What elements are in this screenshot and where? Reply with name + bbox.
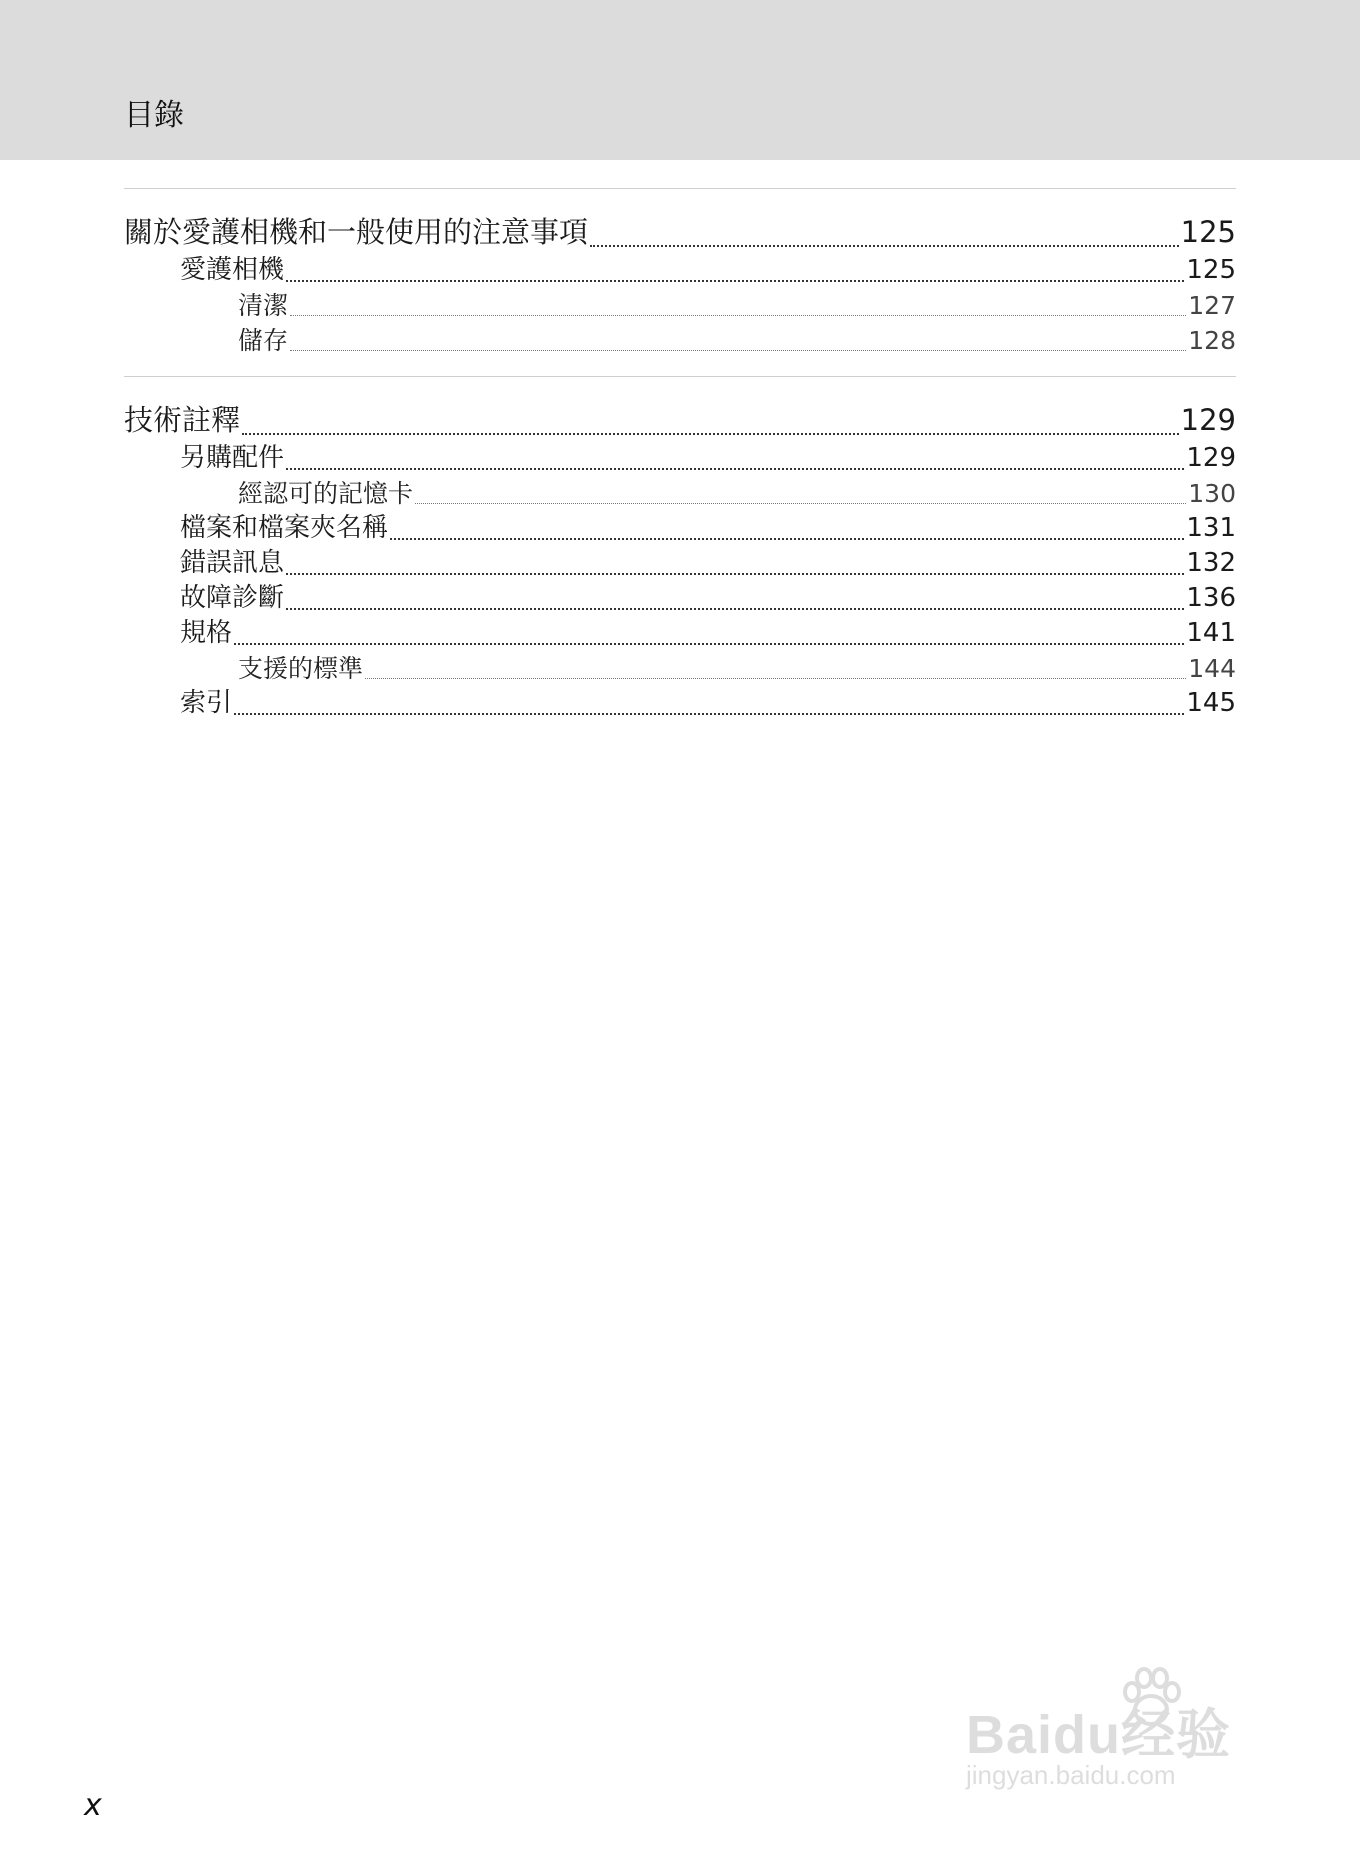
toc-entry-label: 清潔 bbox=[238, 291, 289, 320]
toc-entry[interactable] bbox=[124, 476, 1236, 511]
toc-entry-page: 125 bbox=[1186, 255, 1236, 285]
dot-leader bbox=[415, 503, 1186, 504]
toc-entry-page: 129 bbox=[1186, 443, 1236, 473]
toc-entry[interactable] bbox=[124, 581, 1236, 616]
toc-entry-page: 128 bbox=[1188, 326, 1236, 355]
dot-leader bbox=[290, 315, 1186, 316]
watermark-url: jingyan.baidu.com bbox=[966, 1760, 1176, 1790]
toc-entry-label: 索引 bbox=[180, 688, 233, 718]
toc-entry-label: 檔案和檔案夾名稱 bbox=[180, 513, 389, 543]
toc-entry[interactable] bbox=[124, 288, 1236, 323]
dot-leader bbox=[286, 468, 1184, 470]
dot-leader bbox=[242, 433, 1179, 435]
toc-entry-label: 支援的標準 bbox=[238, 654, 364, 683]
toc-entry[interactable] bbox=[124, 651, 1236, 686]
toc-entry-page: 136 bbox=[1186, 583, 1236, 613]
baidu-watermark bbox=[966, 1664, 1286, 1794]
dot-leader bbox=[234, 713, 1184, 715]
toc-entry[interactable] bbox=[124, 207, 1236, 253]
toc-entry[interactable] bbox=[124, 395, 1236, 441]
dot-leader bbox=[286, 608, 1184, 610]
toc-entry-label: 經認可的記憶卡 bbox=[238, 479, 414, 508]
toc-entry-label: 錯誤訊息 bbox=[180, 548, 285, 578]
header-band bbox=[0, 0, 1360, 160]
toc-entry[interactable] bbox=[124, 546, 1236, 581]
toc-entry-label: 關於愛護相機和一般使用的注意事項 bbox=[124, 215, 589, 249]
toc-entry-page: 125 bbox=[1180, 215, 1236, 249]
toc-entry[interactable] bbox=[124, 511, 1236, 546]
dot-leader bbox=[590, 245, 1179, 247]
toc-entry-label: 愛護相機 bbox=[180, 255, 285, 285]
toc-entry-page: 131 bbox=[1186, 513, 1236, 543]
toc-entry[interactable] bbox=[124, 441, 1236, 476]
toc-entry[interactable] bbox=[124, 686, 1236, 721]
toc-entry-page: 144 bbox=[1188, 654, 1236, 683]
dot-leader bbox=[290, 350, 1186, 351]
toc-entry-label: 規格 bbox=[180, 618, 233, 648]
toc-entry-page: 141 bbox=[1186, 618, 1236, 648]
toc-entry-label: 故障診斷 bbox=[180, 583, 285, 613]
dot-leader bbox=[365, 678, 1186, 679]
toc-section-technical bbox=[124, 376, 1236, 721]
toc-entry-page: 145 bbox=[1186, 688, 1236, 718]
page-number: x bbox=[84, 1788, 102, 1823]
toc-entry[interactable] bbox=[124, 323, 1236, 358]
toc-entry-label: 另購配件 bbox=[180, 443, 285, 473]
dot-leader bbox=[286, 573, 1184, 575]
toc-entry[interactable] bbox=[124, 253, 1236, 288]
toc-entry-label: 儲存 bbox=[238, 326, 289, 355]
toc-entry-page: 130 bbox=[1188, 479, 1236, 508]
dot-leader bbox=[390, 538, 1184, 540]
toc-entry-label: 技術註釋 bbox=[124, 403, 241, 437]
toc-entry-page: 132 bbox=[1186, 548, 1236, 578]
toc-entry-page: 129 bbox=[1180, 403, 1236, 437]
toc-section-care bbox=[124, 188, 1236, 358]
toc-entry-page: 127 bbox=[1188, 291, 1236, 320]
toc-entry[interactable] bbox=[124, 616, 1236, 651]
dot-leader bbox=[234, 643, 1184, 645]
page-title: 目錄 bbox=[124, 98, 184, 133]
dot-leader bbox=[286, 280, 1184, 282]
watermark-brand: Baidu经验 bbox=[966, 1705, 1232, 1765]
